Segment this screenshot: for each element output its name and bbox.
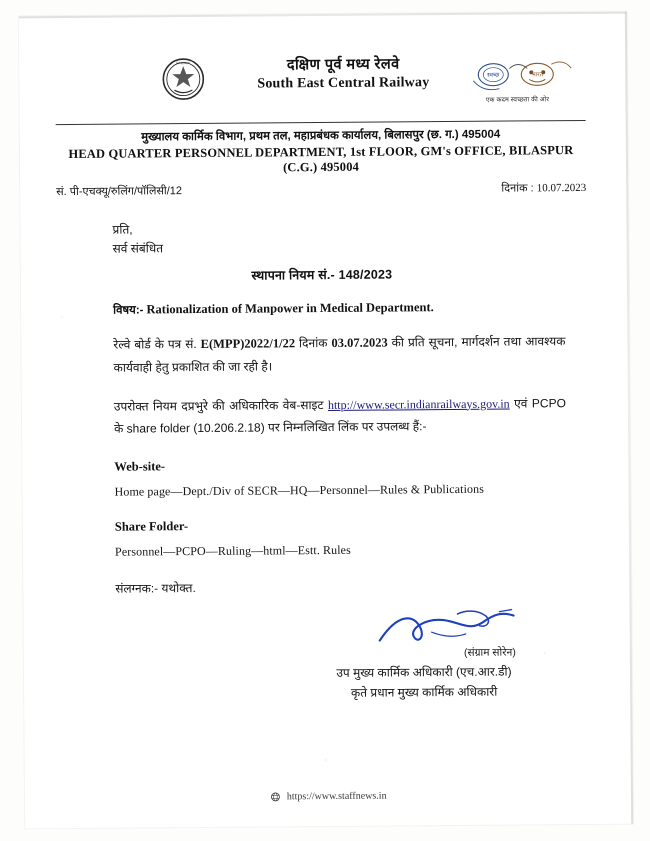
para1-post: की प्रति सूचना, मार्गदर्शन तथा आवश्यक कार्यवाही हेतु प्रकाशित की जा रही है। <box>113 334 566 375</box>
paragraph-1 <box>113 330 565 379</box>
signer-name: (संग्राम सोरेन) <box>463 646 516 659</box>
website-heading: Web-site- <box>114 459 166 474</box>
address-hindi: मुख्यालय कार्मिक विभाग, प्रथम तल, महाप्रबंधक कार्यालय, बिलासपुर (छ. ग.) 495004 <box>141 128 501 144</box>
header-divider <box>56 120 586 125</box>
sheet-edge-top <box>19 12 627 19</box>
document-content <box>55 46 590 707</box>
mascot-caption: एक कदम स्वच्छता की ओर <box>485 96 550 104</box>
date-value: 10.07.2023 <box>536 181 587 195</box>
subject-line <box>113 299 587 318</box>
addressee-block <box>112 217 586 258</box>
sharefolder-path: Personnel—PCPO—Ruling—html—Estt. Rules <box>114 542 351 559</box>
sharefolder-heading: Share Folder- <box>114 518 189 534</box>
subject-label: विषय:- <box>113 304 144 317</box>
enclosure-value: यथोक्त. <box>161 580 196 596</box>
letter-date <box>501 180 586 196</box>
scan-speckle <box>325 759 327 761</box>
reference-line <box>56 180 586 199</box>
org-name-english: South East Central Railway <box>257 75 430 92</box>
circular-title: स्थापना नियम सं.- 148/2023 <box>251 267 393 283</box>
svg-text:स्वच्छ: स्वच्छ <box>487 72 500 79</box>
sheet-edge-right <box>625 12 633 824</box>
para1-reference: E(MPP)2022/1/22 <box>200 336 296 352</box>
globe-icon <box>271 792 280 804</box>
para1-pre: रेल्वे बोर्ड के पत्र सं. <box>113 337 197 352</box>
railway-emblem-icon <box>161 57 205 101</box>
website-path: Home page—Dept./Div of SECR—HQ—Personnel—Rules & Publications <box>114 481 485 499</box>
para2-mid: एवं PCPO के share folder (10.206.2.18) पर निम्नलिखित लिंक पर उपलब्ध हैं:- <box>114 395 566 436</box>
organization-name <box>218 55 468 93</box>
paragraph-2 <box>114 392 566 440</box>
svg-text:भारत: भारत <box>531 72 544 79</box>
subject-text: Rationalization of Manpower in Medical Department. <box>146 300 434 317</box>
para1-date: 03.07.2023 <box>331 335 388 351</box>
footer-url[interactable]: https://www.staffnews.in <box>286 790 387 803</box>
secr-website-link[interactable]: http://www.secr.indianrailways.gov.in <box>327 396 510 412</box>
reference-number: सं. पी-एचक्यू/रुलिंग/पॉलिसी/12 <box>56 185 183 199</box>
footer-watermark <box>25 789 633 807</box>
svg-text:RAILWAY: RAILWAY <box>176 61 191 66</box>
addressee-line-2: सर्व संबंधित <box>112 240 164 256</box>
para2-pre: उपरोक्त नियम दप्रभुरे की अधिकारिक वेब-साइट <box>113 397 324 414</box>
signer-designation <box>294 661 554 704</box>
enclosure-label: संलग्नक:- <box>115 581 159 596</box>
signature-block <box>59 607 590 707</box>
org-name-hindi: दक्षिण पूर्व मध्य रेलवे <box>286 56 400 74</box>
address-english: HEAD QUARTER PERSONNEL DEPARTMENT, 1st FLOOR, GM's OFFICE, BILASPUR (C.G.) 495004 <box>68 143 574 175</box>
designation-line-2: कृते प्रधान मुख्य कार्मिक अधिकारी <box>350 684 498 701</box>
letterhead <box>55 46 586 120</box>
addressee-line-1: प्रति, <box>112 222 133 237</box>
scanned-sheet <box>19 12 633 829</box>
date-label: दिनांक : <box>501 182 534 195</box>
enclosure-line <box>115 576 589 597</box>
para1-date-label: दिनांक <box>298 336 328 351</box>
designation-line-1: उप मुख्य कार्मिक अधिकारी (एच.आर.डी) <box>336 664 512 680</box>
